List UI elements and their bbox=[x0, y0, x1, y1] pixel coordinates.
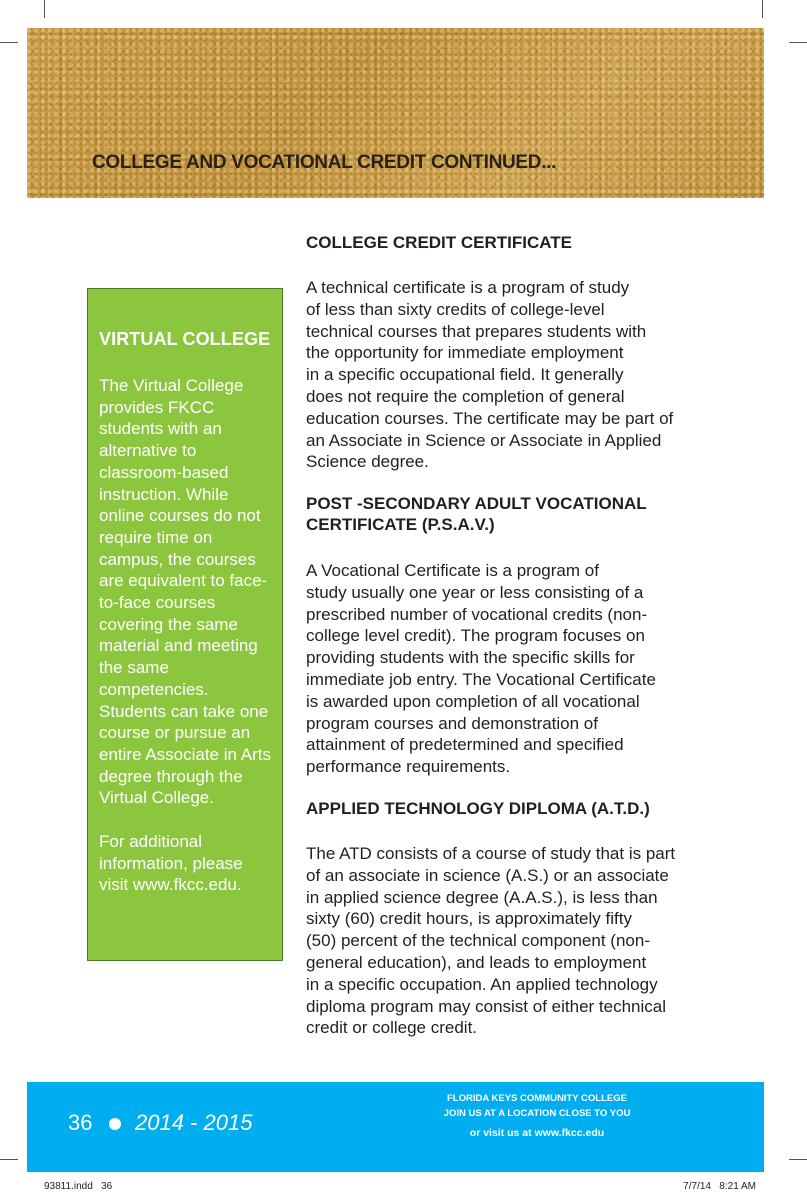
crop-mark bbox=[789, 1159, 807, 1160]
footer-website: or visit us at www.fkcc.edu bbox=[469, 1127, 605, 1139]
crop-mark bbox=[44, 0, 45, 18]
footer-contact bbox=[387, 1091, 687, 1141]
year-range: 2014 - 2015 bbox=[135, 1110, 253, 1135]
sidebar-body: The Virtual College provides FKCC students with an alternative to classroom-based instruction. While online courses do not require time on campus, the courses are equivalent to face-to-face courses covering the same material and meeting the same competencies. Students can take one course or pursue an entire Associate in Arts degree through the Virtual College. bbox=[99, 376, 271, 808]
page-header-title: COLLEGE AND VOCATIONAL CREDIT CONTINUED... bbox=[92, 152, 557, 173]
slug-filename: 93811.indd 36 bbox=[44, 1181, 113, 1192]
section-heading-college-credit-certificate: COLLEGE CREDIT CERTIFICATE bbox=[306, 233, 573, 252]
section-body-psav: A Vocational Certificate is a program of study usually one year or less consisting of a prescribed number of vocational credits (non- college level credit). The program focuses on providing students with the specific skills for immediate job entry. The Vocational Certificate is awarded upon completion of all vocational program courses and demonstration of attainment of predetermined and specified performance requirements. bbox=[306, 561, 656, 777]
section-body-college-credit-certificate: A technical certificate is a program of study of less than sixty credits of college-level technical courses that prepares students with the opportunity for immediate employment in a specific occupational field. It generally does not require the completion of general education courses. The certificate may be part of an Associate in Science or Associate in Applied Science degree. bbox=[306, 278, 674, 472]
footer-college-name: FLORIDA KEYS COMMUNITY COLLEGE bbox=[447, 1093, 627, 1104]
footer-tagline: JOIN US AT A LOCATION CLOSE TO YOU bbox=[443, 1108, 631, 1119]
section-heading-atd: APPLIED TECHNOLOGY DIPLOMA (A.T.D.) bbox=[306, 799, 650, 818]
sidebar-title: VIRTUAL COLLEGE bbox=[99, 329, 271, 349]
crop-mark bbox=[789, 42, 807, 43]
footer-bar bbox=[27, 1082, 764, 1172]
page-number: 36 bbox=[68, 1110, 93, 1135]
crop-mark bbox=[0, 1159, 18, 1160]
sidebar-info: For additional information, please visit www.fkcc.edu. bbox=[99, 832, 243, 895]
section-heading-psav: POST -SECONDARY ADULT VOCATIONAL CERTIFICATE (P.S.A.V.) bbox=[306, 494, 647, 534]
section-body-atd: The ATD consists of a course of study that is part of an associate in science (A.S.) or an associate in applied science degree (A.A.S.), is less than sixty (60) credit hours, is approximately fifty (50) percent of the technical component (non- general education), and leads to employment in a specific occupation. An applied technology diploma program may consist of either technical credit or college credit. bbox=[306, 844, 676, 1038]
bullet-dot-icon bbox=[109, 1118, 121, 1130]
slug-timestamp: 7/7/14 8:21 AM bbox=[683, 1181, 756, 1192]
crop-mark bbox=[0, 42, 18, 43]
virtual-college-sidebar bbox=[87, 288, 283, 961]
crop-mark bbox=[762, 0, 763, 18]
